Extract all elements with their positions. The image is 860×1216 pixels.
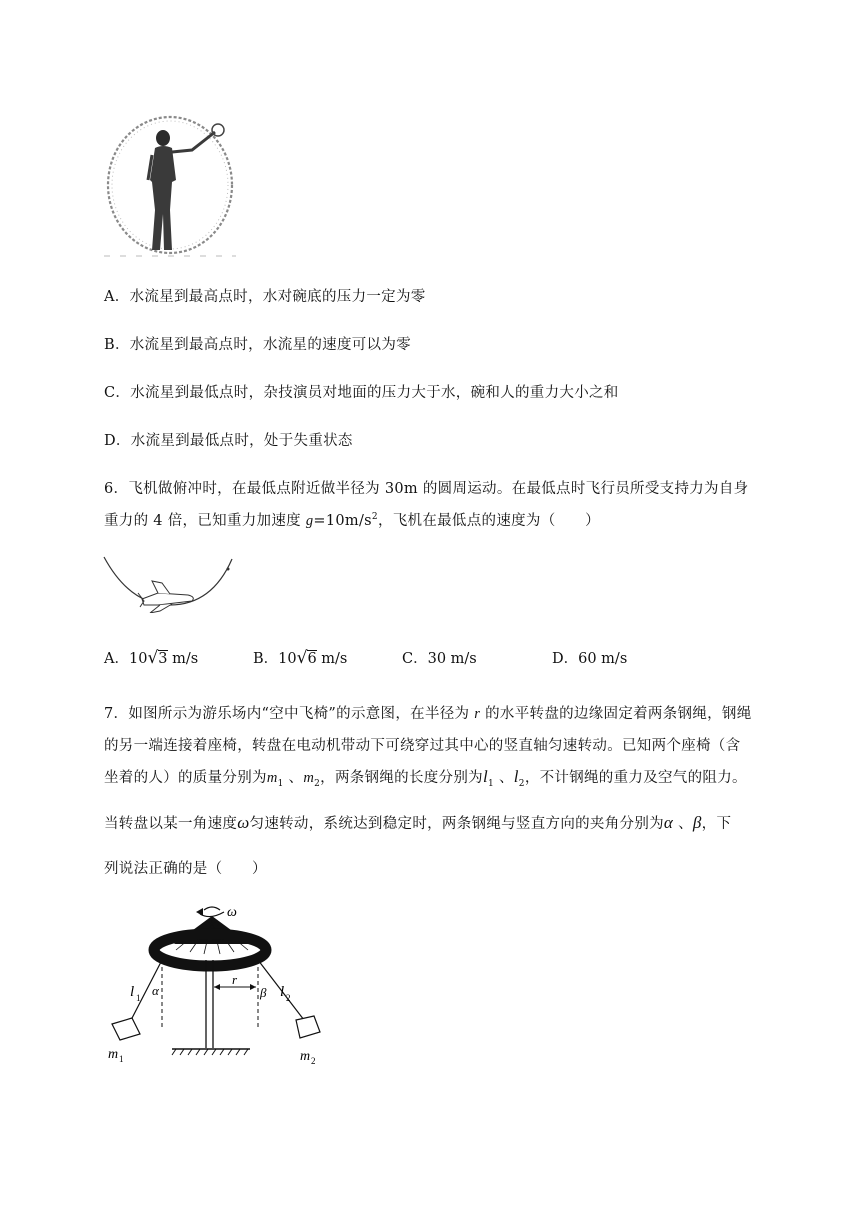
q6-text: 重力的 4 倍，已知重力加速度: [104, 513, 306, 529]
q7-subscript: 1: [488, 778, 495, 789]
fig-m1: m: [108, 1047, 119, 1062]
q7-r-symbol: r: [474, 706, 481, 722]
q7-l1-symbol: l: [482, 767, 488, 786]
q6-option-a-unit: m/s: [167, 651, 199, 667]
flying-chairs-diagram: [100, 900, 340, 1070]
q7-l2-symbol: l: [513, 767, 519, 786]
q7-omega-symbol: ω: [237, 813, 250, 832]
q7-stem-line1: [104, 702, 752, 723]
fig-alpha: α: [152, 983, 159, 998]
q7-separator: 、: [283, 770, 304, 786]
q6-option-b-label: B．10: [253, 651, 297, 667]
fig-m1-sub: 1: [119, 1054, 124, 1064]
q7-text: 当转盘以某一角速度: [104, 816, 238, 832]
q6-text: ，飞机在最低点的速度为（ ）: [377, 513, 600, 529]
sqrt-icon: √: [147, 648, 159, 668]
q5-option-a: A．水流星到最高点时，水对碗底的压力一定为零: [104, 289, 426, 305]
q7-alpha-symbol: α: [663, 813, 674, 832]
fig-l1: l: [130, 984, 135, 1000]
q7-separator: 、: [673, 816, 693, 832]
q7-text: 7．如图所示为游乐场内“空中飞椅”的示意图，在半径为: [104, 706, 475, 722]
fig-beta: β: [260, 985, 267, 1000]
q7-stem-line4: [104, 812, 731, 833]
fig-m2-sub: 2: [311, 1056, 316, 1066]
flying-chairs-figure: [100, 900, 340, 1070]
q6-superscript: 2: [371, 512, 378, 523]
q6-stem-line1: 6．飞机做俯冲时，在最低点附近做半径为 30m 的圆周运动。在最低点时飞行员所受支持力为自身: [104, 481, 749, 497]
q7-stem-line5: 列说法正确的是（ ）: [104, 861, 267, 877]
q7-m1-symbol: m: [266, 770, 278, 786]
q7-text: ，两条钢绳的长度分别为: [320, 770, 483, 786]
water-meteor-figure: [100, 110, 240, 260]
fig-l1-sub: 1: [136, 993, 141, 1003]
q6-text: =10m/s: [313, 513, 372, 529]
q7-text: ，不计钢绳的重力及空气的阻力。: [524, 770, 747, 786]
q5-option-c: C．水流星到最低点时，杂技演员对地面的压力大于水，碗和人的重力大小之和: [104, 385, 619, 401]
q6-stem-line2: [104, 509, 600, 530]
airplane-figure: [100, 553, 240, 613]
q6-option-b-unit: m/s: [316, 651, 348, 667]
q5-option-d: D．水流星到最低点时，处于失重状态: [104, 433, 353, 449]
fig-omega: ω: [227, 905, 237, 920]
sqrt-icon: √: [296, 648, 308, 668]
q7-subscript: 2: [314, 778, 321, 789]
q7-separator: 、: [494, 770, 514, 786]
q6-g-symbol: g: [305, 513, 314, 529]
fig-r: r: [232, 972, 238, 987]
q7-subscript: 1: [277, 778, 284, 789]
q6-option-a-root: 3: [158, 651, 168, 667]
q7-stem-line2: 的另一端连接着座椅，转盘在电动机带动下可绕穿过其中心的竖直轴匀速转动。已知两个座椅（含: [104, 738, 741, 754]
q7-text: 匀速转动，系统达到稳定时，两条钢绳与竖直方向的夹角分别为: [249, 816, 664, 832]
q6-option-c: C．30 m/s: [402, 651, 477, 667]
q7-m2-symbol: m: [303, 770, 315, 786]
q7-stem-line3: [104, 766, 747, 789]
q7-text: ，下: [701, 816, 732, 832]
q7-text: 坐着的人）的质量分别为: [104, 770, 267, 786]
q7-beta-symbol: β: [692, 813, 702, 832]
q6-option-a-label: A．10: [104, 651, 148, 667]
q6-option-d: D．60 m/s: [552, 651, 628, 667]
q7-text: 的水平转盘的边缘固定着两条钢绳，钢绳: [480, 706, 752, 722]
q7-subscript: 2: [518, 778, 525, 789]
q6-option-b: [253, 647, 347, 668]
fig-l2: l: [280, 984, 285, 1000]
q6-option-b-root: 6: [307, 651, 317, 667]
fig-m2: m: [300, 1049, 311, 1064]
q5-option-b: B．水流星到最高点时，水流星的速度可以为零: [104, 337, 411, 353]
fig-l2-sub: 2: [286, 993, 291, 1003]
airplane-illustration: [100, 553, 240, 613]
water-meteor-illustration: [100, 110, 240, 260]
q6-option-a: [104, 647, 198, 668]
